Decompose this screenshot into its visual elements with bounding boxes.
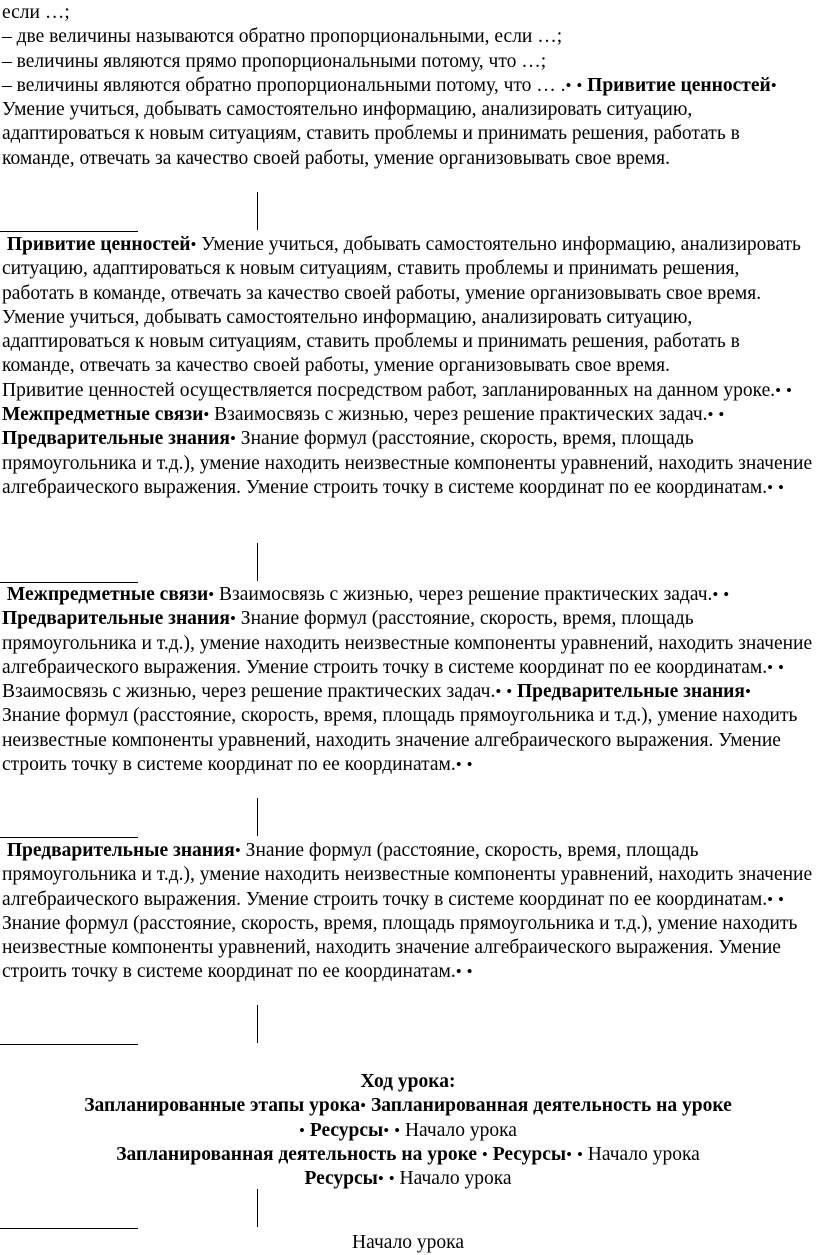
heading-values: Привитие ценностей	[587, 74, 771, 96]
paragraph: Знание формул (расстояние, скорость, время, площадь прямоугольника и т.д.), умение находить неизвестные компоненты уравнений, находить значение алгебраического выражения. Умение строить точку в системе координат по ее координатам.• •	[2, 912, 798, 983]
table-divider	[0, 1005, 260, 1045]
table-divider	[0, 543, 260, 583]
inter-cell	[2, 583, 814, 777]
paragraph: Взаимосвязь с жизнью, через решение практических задач.• • Предварительные знания• Знание формул (расстояние, скорость, время, площадь прямоугольника и т.д.), умение находить неизвестные компоненты уравнений, находить значение алгебраического выражения. Умение строить точку в системе координат по ее координатам.• •	[2, 681, 798, 776]
lesson-row: Ресурсы• • Начало урока	[304, 1168, 512, 1190]
heading-values: Привитие ценностей	[6, 234, 191, 255]
table-divider	[0, 798, 260, 838]
lesson-title: Ход урока:	[360, 1071, 456, 1092]
lesson-row: Запланированная деятельность на уроке • Ресурсы• • Начало урока	[116, 1143, 700, 1165]
values-cell	[2, 233, 814, 500]
text-line: если …;	[2, 2, 70, 23]
heading-inter: Межпредметные связи	[6, 584, 209, 605]
intro-block	[2, 1, 814, 171]
heading-prior: Предварительные знания	[6, 840, 235, 861]
table-divider	[0, 1189, 260, 1229]
lesson-start: Начало урока	[351, 1232, 465, 1253]
table-divider	[0, 192, 260, 232]
text-line: – величины являются прямо пропорциональными потому, что …;	[2, 50, 547, 72]
lesson-plan-header	[2, 1070, 814, 1191]
heading-prior: Предварительные знания	[2, 428, 230, 450]
lesson-start-cell	[2, 1231, 814, 1255]
heading-prior: Предварительные знания	[2, 608, 230, 630]
paragraph: Межпредметные связи• Взаимосвязь с жизнью, через решение практических задач.• • Предварительные знания• Знание формул (расстояние, скорость, время, площадь прямоугольника и т.д.), умение находить неизвестные компоненты уравнений, находить значение алгебраического выражения. Умение строить точку в системе координат по ее координатам.• •	[2, 584, 813, 678]
paragraph: Привитие ценностей• Умение учиться, добывать самостоятельно информацию, анализировать ситуацию, адаптироваться к новым ситуациям, ставить проблемы и принимать решения, работать в команде, отвечать за качество своей работы, умение организовывать свое время.	[2, 234, 801, 304]
lesson-row: Запланированные этапы урока• Запланированная деятельность на уроке	[84, 1095, 732, 1117]
paragraph: Привитие ценностей осуществляется посредством работ, запланированных на данном уроке.• • Межпредметные связи• Взаимосвязь с жизнью, через решение практических задач.• • Предварительные знания• Знание формул (расстояние, скорость, время, площадь прямоугольника и т.д.), умение находить неизвестные компоненты уравнений, находить значение алгебраического выражения. Умение строить точку в системе координат по ее координатам.• •	[2, 379, 813, 498]
prior-cell	[2, 839, 814, 985]
lesson-row: • Ресурсы• • Начало урока	[299, 1119, 517, 1141]
text-line: – две величины называются обратно пропорциональными, если …;	[2, 26, 563, 48]
heading-inter: Межпредметные связи	[2, 404, 204, 426]
heading-prior: Предварительные знания	[517, 681, 745, 703]
paragraph: Предварительные знания• Знание формул (расстояние, скорость, время, площадь прямоугольника и т.д.), умение находить неизвестные компоненты уравнений, находить значение алгебраического выражения. Умение строить точку в системе координат по ее координатам.• •	[2, 840, 813, 910]
paragraph: Умение учиться, добывать самостоятельно информацию, анализировать ситуацию, адаптироваться к новым ситуациям, ставить проблемы и принимать решения, работать в команде, отвечать за качество своей работы, умение организовывать свое время.	[2, 306, 740, 377]
paragraph: – величины являются обратно пропорциональными потому, что … .• • Привитие ценностей• Умение учиться, добывать самостоятельно информацию, анализировать ситуацию, адаптироваться к новым ситуациям, ставить проблемы и принимать решения, работать в команде, отвечать за качество своей работы, умение организовывать свое время.	[2, 74, 777, 169]
